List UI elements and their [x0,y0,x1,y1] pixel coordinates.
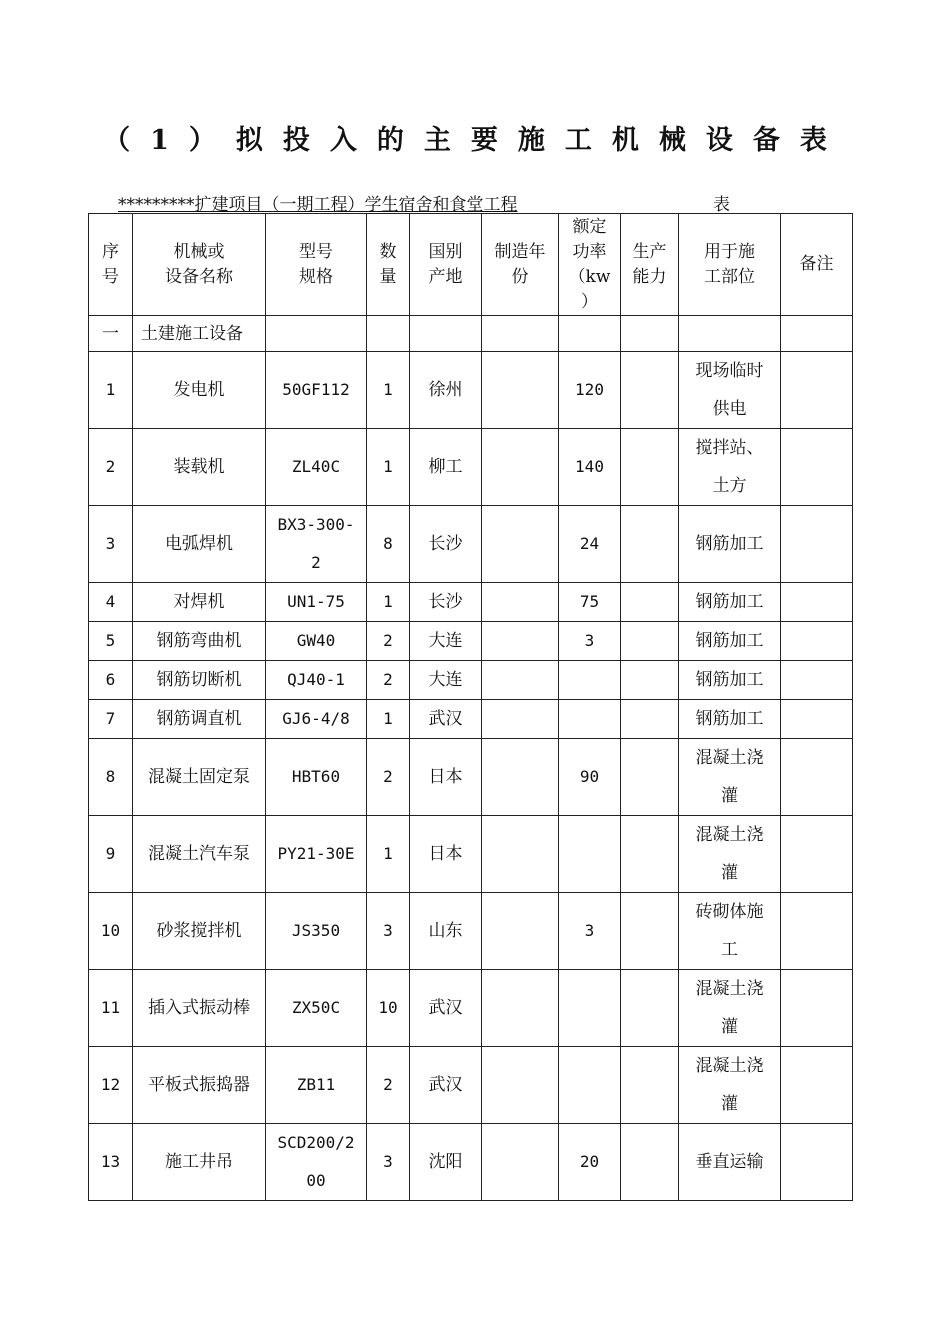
equipment-table [88,213,853,1201]
cell-usage: 砖砌体施 工 [679,893,781,970]
cell-model: GJ6-4/8 [266,700,367,739]
cell-no: 5 [89,622,133,661]
cell-usage: 搅拌站、 土方 [679,429,781,506]
cell-capacity [621,1047,679,1124]
cell-usage: 钢筋加工 [679,622,781,661]
cell-origin: 武汉 [410,970,482,1047]
section-label: 土建施工设备 [133,316,266,352]
column-header: 型号 规格 [266,214,367,316]
cell-note [781,429,853,506]
cell-qty: 2 [367,739,410,816]
column-header: 序 号 [89,214,133,316]
cell-year [482,1047,559,1124]
column-header: 机械或 设备名称 [133,214,266,316]
cell-qty: 1 [367,429,410,506]
subtitle [118,190,730,215]
cell-capacity [621,506,679,583]
table-row [89,352,853,429]
cell-qty: 2 [367,1047,410,1124]
cell-name: 钢筋调直机 [133,700,266,739]
cell-qty: 2 [367,622,410,661]
cell-model: QJ40-1 [266,661,367,700]
cell-name: 对焊机 [133,583,266,622]
table-row [89,1124,853,1201]
project-name: *********扩建项目（一期工程）学生宿舍和食堂工程 [118,195,518,215]
cell-power: 120 [559,352,621,429]
cell-power: 24 [559,506,621,583]
cell-qty: 10 [367,970,410,1047]
cell-qty: 2 [367,661,410,700]
cell-year [482,429,559,506]
cell-name: 发电机 [133,352,266,429]
cell-no: 12 [89,1047,133,1124]
empty-cell [559,316,621,352]
cell-origin: 徐州 [410,352,482,429]
cell-name: 插入式振动棒 [133,970,266,1047]
cell-power [559,1047,621,1124]
cell-note [781,970,853,1047]
cell-no: 8 [89,739,133,816]
table-row [89,1047,853,1124]
cell-qty: 1 [367,816,410,893]
cell-no: 2 [89,429,133,506]
cell-year [482,893,559,970]
cell-model: ZL40C [266,429,367,506]
cell-model: UN1-75 [266,583,367,622]
table-row [89,739,853,816]
cell-power: 3 [559,622,621,661]
cell-year [482,622,559,661]
cell-origin: 沈阳 [410,1124,482,1201]
cell-note [781,1124,853,1201]
cell-usage: 混凝土浇 灌 [679,816,781,893]
cell-origin: 大连 [410,622,482,661]
section-row [89,316,853,352]
cell-note [781,352,853,429]
cell-no: 4 [89,583,133,622]
cell-name: 装载机 [133,429,266,506]
cell-capacity [621,429,679,506]
table-row [89,661,853,700]
cell-power: 140 [559,429,621,506]
cell-usage: 混凝土浇 灌 [679,1047,781,1124]
cell-note [781,1047,853,1124]
cell-model: BX3-300- 2 [266,506,367,583]
cell-origin: 长沙 [410,506,482,583]
cell-power: 20 [559,1124,621,1201]
header-row [89,214,853,316]
cell-capacity [621,739,679,816]
cell-capacity [621,622,679,661]
cell-note [781,583,853,622]
cell-origin: 日本 [410,816,482,893]
cell-no: 1 [89,352,133,429]
cell-capacity [621,352,679,429]
cell-power [559,700,621,739]
cell-note [781,661,853,700]
cell-usage: 钢筋加工 [679,506,781,583]
cell-usage: 垂直运输 [679,1124,781,1201]
table-row [89,622,853,661]
cell-note [781,622,853,661]
cell-note [781,700,853,739]
column-header: 额定 功率 （kw ） [559,214,621,316]
cell-name: 混凝土固定泵 [133,739,266,816]
cell-no: 7 [89,700,133,739]
cell-usage: 混凝土浇 灌 [679,739,781,816]
empty-cell [781,316,853,352]
cell-capacity [621,970,679,1047]
cell-power [559,661,621,700]
cell-year [482,583,559,622]
cell-qty: 1 [367,352,410,429]
column-header: 备注 [781,214,853,316]
cell-name: 施工井吊 [133,1124,266,1201]
cell-note [781,893,853,970]
cell-origin: 柳工 [410,429,482,506]
cell-capacity [621,816,679,893]
cell-power [559,970,621,1047]
subtitle-suffix: 表 [713,195,730,215]
cell-qty: 3 [367,1124,410,1201]
cell-origin: 长沙 [410,583,482,622]
section-number: 一 [89,316,133,352]
column-header: 国别 产地 [410,214,482,316]
cell-capacity [621,583,679,622]
cell-origin: 武汉 [410,1047,482,1124]
cell-name: 钢筋切断机 [133,661,266,700]
column-header: 数 量 [367,214,410,316]
cell-qty: 8 [367,506,410,583]
cell-year [482,816,559,893]
cell-model: HBT60 [266,739,367,816]
table-row [89,429,853,506]
empty-cell [410,316,482,352]
cell-year [482,1124,559,1201]
cell-year [482,739,559,816]
table-row [89,816,853,893]
cell-usage: 混凝土浇 灌 [679,970,781,1047]
cell-note [781,739,853,816]
cell-name: 电弧焊机 [133,506,266,583]
cell-power: 75 [559,583,621,622]
empty-cell [266,316,367,352]
table-row [89,893,853,970]
table-row [89,583,853,622]
cell-no: 13 [89,1124,133,1201]
cell-qty: 1 [367,700,410,739]
cell-capacity [621,893,679,970]
cell-capacity [621,700,679,739]
cell-year [482,970,559,1047]
cell-name: 钢筋弯曲机 [133,622,266,661]
table-row [89,970,853,1047]
cell-no: 9 [89,816,133,893]
cell-capacity [621,1124,679,1201]
empty-cell [679,316,781,352]
cell-origin: 山东 [410,893,482,970]
cell-usage: 钢筋加工 [679,583,781,622]
cell-year [482,700,559,739]
column-header: 生产 能力 [621,214,679,316]
cell-power: 3 [559,893,621,970]
cell-no: 11 [89,970,133,1047]
table-row [89,700,853,739]
cell-note [781,816,853,893]
cell-year [482,352,559,429]
table-body [89,214,853,1201]
page-title: （1）拟投入的主要施工机械设备表 [103,125,847,156]
empty-cell [621,316,679,352]
table-row [89,506,853,583]
cell-qty: 3 [367,893,410,970]
column-header: 制造年 份 [482,214,559,316]
cell-note [781,506,853,583]
empty-cell [367,316,410,352]
cell-origin: 日本 [410,739,482,816]
cell-usage: 现场临时 供电 [679,352,781,429]
cell-qty: 1 [367,583,410,622]
cell-model: 50GF112 [266,352,367,429]
cell-name: 砂浆搅拌机 [133,893,266,970]
cell-no: 3 [89,506,133,583]
cell-no: 6 [89,661,133,700]
cell-model: ZB11 [266,1047,367,1124]
cell-origin: 大连 [410,661,482,700]
cell-model: JS350 [266,893,367,970]
cell-capacity [621,661,679,700]
cell-power: 90 [559,739,621,816]
cell-origin: 武汉 [410,700,482,739]
cell-power [559,816,621,893]
cell-year [482,506,559,583]
column-header: 用于施 工部位 [679,214,781,316]
empty-cell [482,316,559,352]
cell-name: 平板式振捣器 [133,1047,266,1124]
cell-model: PY21-30E [266,816,367,893]
cell-model: SCD200/2 00 [266,1124,367,1201]
cell-no: 10 [89,893,133,970]
cell-name: 混凝土汽车泵 [133,816,266,893]
cell-usage: 钢筋加工 [679,700,781,739]
cell-model: GW40 [266,622,367,661]
cell-model: ZX50C [266,970,367,1047]
cell-usage: 钢筋加工 [679,661,781,700]
cell-year [482,661,559,700]
